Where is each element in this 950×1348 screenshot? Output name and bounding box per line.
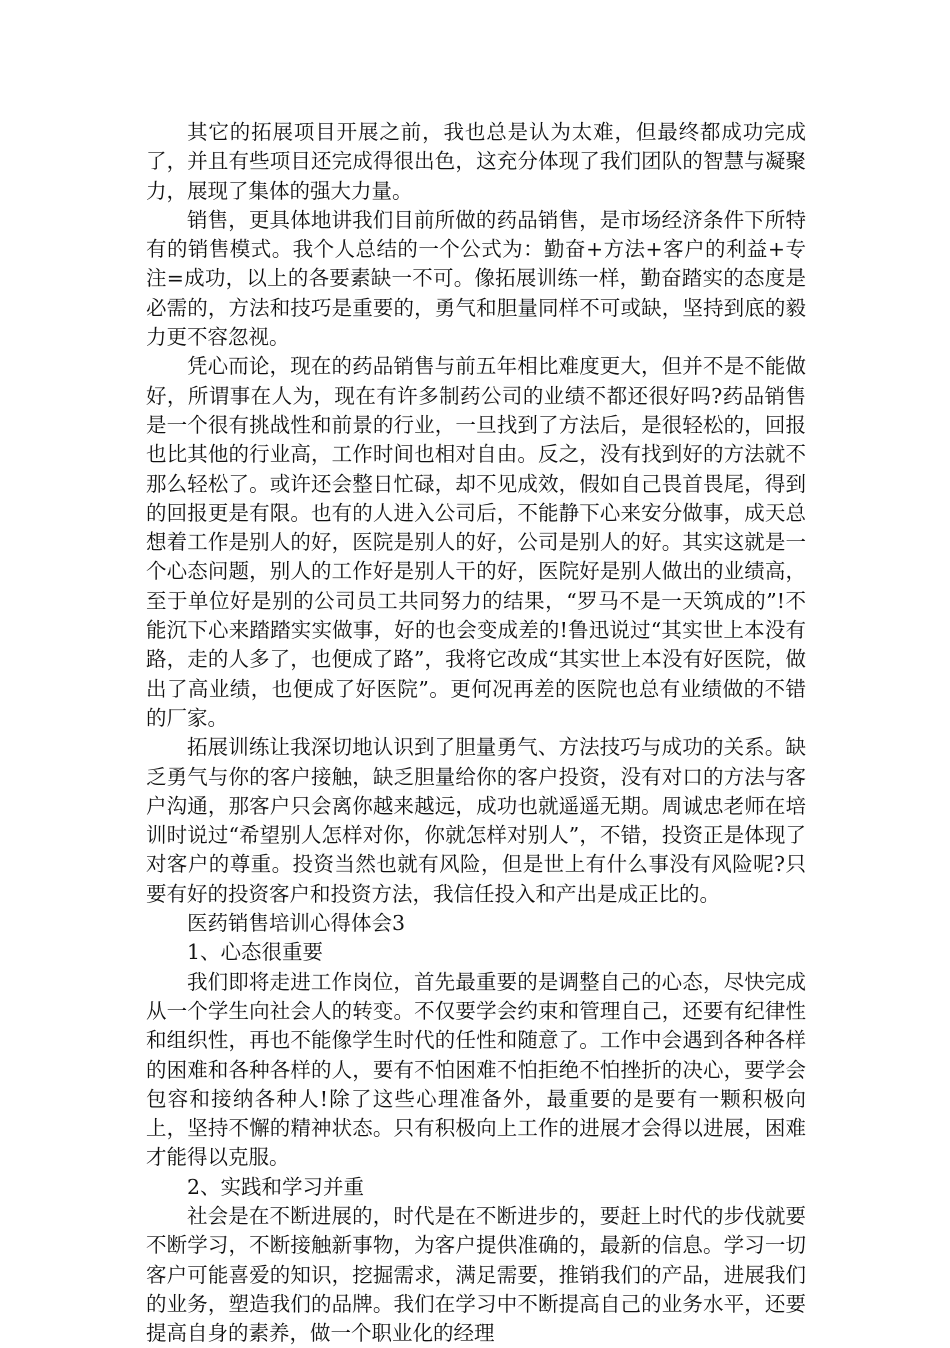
- paragraph-sales-difficulty: 凭心而论，现在的药品销售与前五年相比难度更大，但并不是不能做好，所谓事在人为，现在有许多制药公司的业绩不都还很好吗?药品销售是一个很有挑战性和前景的行业，一旦找到了方法后，是很轻松的，回报也比其他的行业高，工作时间也相对自由。反之，没有找到好的方法就不那么轻松了。或许还会整日忙碌，却不见成效，假如自己畏首畏尾，得到的回报更是有限。也有的人进入公司后，不能静下心来安分做事，成天总想着工作是别人的好，医院是别人的好，公司是别人的好。其实这就是一个心态问题，别人的工作好是别人干的好，医院好是别人做出的业绩高，至于单位好是别的公司员工共同努力的结果，“罗马不是一天筑成的”!不能沉下心来踏踏实实做事，好的也会变成差的!鲁迅说过“其实世上本没有路，走的人多了，也便成了路”，我将它改成“其实世上本没有好医院，做出了高业绩，也便成了好医院”。更何况再差的医院也总有业绩做的不错的厂家。: [146, 354, 806, 730]
- paragraph-mindset: 我们即将走进工作岗位，首先最重要的是调整自己的心态，尽快完成从一个学生向社会人的转变。不仅要学会约束和管理自己，还要有纪律性和组织性，再也不能像学生时代的任性和随意了。工作中会遇到各种各样的困难和各种各样的人，要有不怕困难不怕拒绝不怕挫折的决心，要学会包容和接纳各种人!除了这些心理准备外，最重要的是要有一颗积极向上，坚持不懈的精神状态。只有积极向上工作的进展才会得以进展，困难才能得以克服。: [146, 969, 806, 1170]
- document-page: [146, 118, 806, 1348]
- paragraph-courage-method: 拓展训练让我深切地认识到了胆量勇气、方法技巧与成功的关系。缺乏勇气与你的客户接触，缺乏胆量给你的客户投资，没有对口的方法与客户沟通，那客户只会离你越来越远，成功也就遥遥无期。周诚忠老师在培训时说过“希望别人怎样对你，你就怎样对别人”，不错，投资正是体现了对客户的尊重。投资当然也就有风险，但是世上有什么事没有风险呢?只要有好的投资客户和投资方法，我信任投入和产出是成正比的。: [146, 735, 806, 906]
- paragraph-sales-formula: 销售，更具体地讲我们目前所做的药品销售，是市场经济条件下所特有的销售模式。我个人总结的一个公式为：勤奋+方法+客户的利益+专注=成功，以上的各要素缺一不可。像拓展训练一样，勤奋踏实的态度是必需的，方法和技巧是重要的，勇气和胆量同样不可或缺，坚持到底的毅力更不容忽视。: [146, 207, 806, 350]
- paragraph-practice-learning: 社会是在不断进展的，时代是在不断进步的，要赶上时代的步伐就要不断学习，不断接触新事物，为客户提供准确的，最新的信息。学习一切客户可能喜爱的知识，挖掘需求，满足需要，推销我们的产品，进展我们的业务，塑造我们的品牌。我们在学习中不断提高自己的业务水平，还要提高自身的素养，做一个职业化的经理: [146, 1203, 806, 1346]
- subheading-mindset: 1、心态很重要: [187, 940, 324, 965]
- section-title: 医药销售培训心得体会3: [187, 911, 406, 936]
- subheading-practice-learning: 2、实践和学习并重: [187, 1174, 365, 1199]
- paragraph-team-projects: 其它的拓展项目开展之前，我也总是认为太难，但最终都成功完成了，并且有些项目还完成得很出色，这充分体现了我们团队的智慧与凝聚力，展现了集体的强大力量。: [146, 120, 806, 203]
